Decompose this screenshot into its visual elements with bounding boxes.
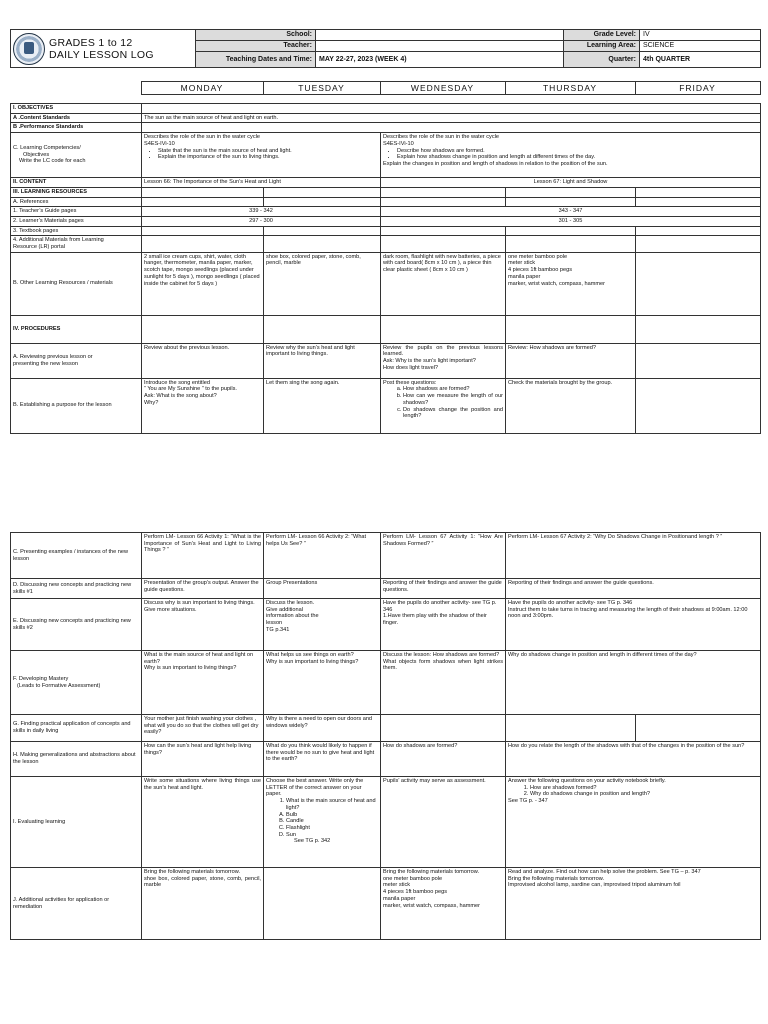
content-standards-label: A .Content Standards	[11, 113, 142, 123]
practical-mon: Your mother just finish washing your clothes , what will you do so that the clothes will get dry easily?	[142, 715, 264, 742]
logo-title-cell	[11, 30, 196, 68]
generalization-tue: What do you think would likely to happen if there would be no sun to give heat and light to the earth?	[264, 742, 381, 777]
review-thu: Review: How shadows are formed?	[506, 343, 636, 378]
developing-mastery-label	[11, 651, 142, 715]
discussing-2-tue-line: Discuss the lesson.	[266, 600, 315, 606]
additional-materials-label	[11, 236, 142, 252]
purpose-wed-intro: Post these questions:	[383, 379, 437, 386]
purpose-thu: Check the materials brought by the group.	[506, 378, 636, 433]
presenting-tue: Perform LM- Lesson 66 Activity 2: “What helps Us See? ”	[264, 533, 381, 579]
empty-cell	[506, 315, 636, 343]
additional-thu-line: Bring the following materials tomorrow.	[508, 875, 605, 882]
empty-cell	[506, 187, 636, 197]
mastery-wed-line: Discuss the lesson: How shadows are formed?	[383, 652, 500, 658]
teacher-value	[316, 41, 564, 52]
discussing-2-thu-line: Have the pupils do another activity- see TG p. 346	[508, 600, 633, 606]
header	[10, 29, 760, 68]
evaluating-tue-see: See TG p. 342	[294, 838, 331, 845]
empty-cell	[264, 868, 381, 940]
objectives-blank	[142, 104, 761, 114]
empty-cell	[506, 715, 636, 742]
objectives-heading: I. OBJECTIVES	[11, 104, 142, 114]
discussing-1-tue: Group Presentations	[264, 579, 381, 599]
evaluating-tue-instruction: Choose the best answer. Write only the LETTER of the correct answer on your paper.	[266, 778, 364, 798]
empty-cell	[636, 315, 761, 343]
discussing-2-tue-line: TG p.341	[266, 626, 290, 633]
additional-mon-line: Bring the following materials tomorrow.	[144, 869, 241, 875]
discussing-2-mon-line: Discuss why is sun important to living things.	[144, 600, 255, 606]
comp-mon-code: S4ES-IVi-10	[144, 140, 175, 147]
purpose-mon-line: Why?	[144, 399, 159, 406]
tg-pages-label: 1. Teacher’s Guide pages	[11, 207, 142, 217]
comp-wed-title: Describes the role of the sun in the water cycle	[383, 134, 499, 141]
empty-cell	[506, 236, 636, 252]
mastery-wed	[381, 651, 506, 715]
mastery-wed-line: What objects form shadows when light strikes them.	[383, 658, 503, 672]
grade-level-label: Grade Level:	[564, 30, 640, 41]
purpose-wed-question: a. How shadows are formed?	[403, 386, 503, 393]
tg-pages-wed: 343 - 347	[381, 207, 761, 217]
comp-wed-code: S4ES-IVi-10	[383, 140, 414, 147]
review-tue: Review why the sun’s heat and light important to living things.	[264, 343, 381, 378]
learning-area-value: SCIENCE	[640, 41, 761, 52]
material-item: manila paper	[508, 273, 541, 280]
developing-mastery-line1: F. Developing Mastery	[13, 675, 69, 682]
empty-cell	[264, 187, 381, 197]
evaluating-tue	[264, 777, 381, 868]
other-resources-wed: dark room, flashlight with new batteries, a piece with card board( 8cm x 10 cm ), a piece thin clear plastic sheet ( 8cm x 10 cm )	[381, 252, 506, 315]
lm-pages-label: 2. Learner’s Materials pages	[11, 216, 142, 226]
review-mon: Review about the previous lesson.	[142, 343, 264, 378]
discussing-2-thu	[506, 599, 761, 651]
deped-seal-logo	[13, 33, 45, 65]
purpose-wed	[381, 378, 506, 433]
other-resources-thu	[506, 252, 636, 315]
additional-wed-line: meter stick	[383, 882, 411, 889]
discussing-2-thu-line: Instruct them to take turns in tracing and measuring the length of their shadows at 9:00am. 12:00 noon and 3:00pm.	[508, 606, 748, 620]
generalization-mon: How can the sun’s heat and light help living things?	[142, 742, 264, 777]
learning-area-label: Learning Area:	[564, 41, 640, 52]
textbook-pages-label: 3. Textbook pages	[11, 226, 142, 236]
competencies-label-line2: Objectives	[23, 151, 50, 158]
material-item: one meter bamboo pole	[508, 253, 568, 260]
purpose-mon-line: “ You are My Sunshine ” to the pupils.	[144, 386, 237, 393]
additional-wed-line: one meter bamboo pole	[383, 875, 443, 882]
empty-cell	[142, 197, 264, 207]
presenting-examples-label: C. Presenting examples / instances of the new lesson	[11, 533, 142, 579]
teaching-dates-value: MAY 22-27, 2023 (WEEK 4)	[316, 52, 564, 68]
competencies-label-line1: C. Learning Competencies/	[13, 145, 81, 152]
comp-mon-bullet: • Explain the importance of the sun to living things.	[158, 154, 378, 161]
empty-cell	[142, 226, 264, 236]
empty-cell	[381, 226, 506, 236]
evaluating-thu	[506, 777, 761, 868]
discussing-2-wed-line: 1.Have them play with the shadow of their finger.	[383, 613, 487, 627]
evaluating-thu-instruction: Answer the following questions on your activity notebook briefly.	[508, 778, 666, 784]
review-wed-line: How does light travel?	[383, 364, 439, 371]
mastery-tue	[264, 651, 381, 715]
practical-application-label: G. Finding practical application of concepts and skills in daily living	[11, 715, 142, 742]
additional-thu-line: Improvised alcohol lamp, sardine can, improvised tripod aluminum foil	[508, 882, 681, 889]
day-thursday: THURSDAY	[505, 82, 635, 95]
empty-cell	[381, 187, 506, 197]
competencies-mon-tue	[142, 133, 381, 178]
discussing-1-thu: Reporting of their findings and answer the guide questions.	[506, 579, 761, 599]
day-friday: FRIDAY	[635, 82, 760, 95]
empty-cell	[636, 378, 761, 433]
additional-mon-line: shoe box, colored paper, stone, comb, pencil, marble	[144, 875, 261, 889]
additional-wed-line: 4 pieces 1ft bamboo pegs	[383, 889, 448, 896]
evaluating-thu-question: 1. How are shadows formed?	[530, 785, 758, 792]
day-header-blank	[10, 82, 141, 95]
material-item: marker, wrist watch, compass, hammer	[508, 280, 605, 287]
review-wed	[381, 343, 506, 378]
empty-cell	[142, 187, 264, 197]
discussing-1-label: D. Discussing new concepts and practicing new skills #1	[11, 579, 142, 599]
additional-wed-line: marker, wrist watch, compass, hammer	[383, 902, 480, 909]
form-title-line1: GRADES 1 to 12	[49, 36, 133, 49]
comp-wed-bullet: • Describe how shadows are formed.	[397, 148, 758, 155]
review-label	[11, 343, 142, 378]
comp-mon-title: Describes the role of the sun in the water cycle	[144, 134, 260, 141]
empty-cell	[636, 187, 761, 197]
teacher-label: Teacher:	[196, 41, 316, 52]
empty-cell	[636, 226, 761, 236]
mastery-mon	[142, 651, 264, 715]
additional-materials-line2: Resource (LR) portal	[13, 244, 65, 251]
lesson-table-part2	[10, 532, 760, 940]
procedures-heading: IV. PROCEDURES	[11, 315, 142, 343]
day-monday: MONDAY	[141, 82, 263, 95]
purpose-wed-question: b. How can we measure the length of our shadows?	[403, 393, 503, 406]
evaluating-tue-choice: B. Candle	[286, 818, 378, 825]
discussing-2-wed	[381, 599, 506, 651]
evaluating-tue-question: 1. What is the main source of heat and light?	[286, 798, 378, 811]
quarter-label: Quarter:	[564, 52, 640, 68]
additional-activities-label: J. Additional activities for application or remediation	[11, 868, 142, 940]
empty-cell	[636, 197, 761, 207]
grade-level-value: IV	[640, 30, 761, 41]
discussing-2-tue-line: information about the	[266, 613, 319, 620]
empty-cell	[142, 315, 264, 343]
school-value	[316, 30, 564, 41]
form-title-line2: DAILY LESSON LOG	[49, 48, 154, 61]
presenting-mon: Perform LM- Lesson 66 Activity 1: “What is the Importance of Sun’s Heat and Light to Living Things ? ”	[142, 533, 264, 579]
evaluating-label: I. Evaluating learning	[11, 777, 142, 868]
evaluating-mon: Write some situations where living things use the sun’s heat and light.	[142, 777, 264, 868]
additional-thu	[506, 868, 761, 940]
school-label: School:	[196, 30, 316, 41]
presenting-thu: Perform LM- Lesson 67 Activity 2: “Why Do Shadows Change in Positionand length ? ”	[506, 533, 761, 579]
day-header-row	[10, 81, 760, 95]
references-label: A. References	[11, 197, 142, 207]
evaluating-thu-see: See TG p. - 347	[508, 798, 548, 805]
comp-wed-extra: Explain the changes in position and length of shadows in relation to the position of the sun.	[383, 160, 608, 167]
mastery-thu: Why do shadows change in position and length in different times of the day?	[506, 651, 761, 715]
material-item: 4 pieces 1ft bamboo pegs	[508, 267, 573, 274]
mastery-mon-line: What is the main source of heat and light on earth?	[144, 652, 254, 665]
purpose-wed-question: c. Do shadows change the position and length?	[403, 407, 503, 420]
empty-cell	[381, 315, 506, 343]
purpose-mon	[142, 378, 264, 433]
empty-cell	[636, 236, 761, 252]
generalization-wed: How do shadows are formed?	[381, 742, 506, 777]
discussing-1-wed: Reporting of their findings and answer the guide questions.	[381, 579, 506, 599]
competencies-wed-fri	[381, 133, 761, 178]
empty-cell	[264, 315, 381, 343]
competencies-label	[11, 133, 142, 178]
empty-cell	[636, 343, 761, 378]
empty-cell	[264, 197, 381, 207]
purpose-mon-line: Introduce the song entitled	[144, 379, 210, 386]
material-item: meter stick	[508, 260, 536, 267]
content-standards-text: The sun as the main source of heat and light on earth.	[142, 113, 761, 123]
review-wed-line: Ask: Why is the sun’s light important?	[383, 358, 476, 365]
discussing-2-tue-line: lesson	[266, 620, 283, 627]
discussing-2-wed-line: Have the pupils do another activity- see TG p. 346	[383, 600, 497, 613]
additional-wed-line: Bring the following materials tomorrow.	[383, 869, 480, 875]
additional-thu-line: Read and analyze. Find out how can help solve the problem. See TG – p. 347	[508, 869, 701, 875]
review-wed-line: Review the pupils on the previous lessons learned.	[383, 344, 503, 358]
mastery-tue-line: What helps us see things on earth?	[266, 652, 354, 658]
generalization-label: H. Making generalizations and abstractions about the lesson	[11, 742, 142, 777]
evaluating-tue-choice: C. Flashlight	[286, 825, 378, 832]
additional-wed	[381, 868, 506, 940]
empty-cell	[264, 226, 381, 236]
review-label-line1: A. Reviewing previous lesson or	[13, 354, 93, 361]
comp-mon-bullet: • State that the sun is the main source of heat and light.	[158, 148, 378, 155]
day-tuesday: TUESDAY	[263, 82, 380, 95]
practical-tue: Why is there a need to open our doors and windows widely?	[264, 715, 381, 742]
empty-cell	[381, 197, 506, 207]
purpose-label: B. Establishing a purpose for the lesson	[11, 378, 142, 433]
performance-standards-label: B .Performance Standards	[11, 123, 142, 133]
other-resources-mon: 2 small ice cream cups, shirt, water, cloth hanger, thermometer, manila paper, marker, scotch tape, mongo seedlings (placed under sunlight for 5 days ), mongo seedlings ( placed inside the cabinet for 5 days )	[142, 252, 264, 315]
content-wed-lesson: Lesson 67: Light and Shadow	[381, 178, 761, 188]
empty-cell	[636, 715, 761, 742]
generalization-thu: How do you relate the length of the shadows with that of the changes in the position of the sun?	[506, 742, 761, 777]
empty-cell	[142, 236, 264, 252]
empty-cell	[506, 226, 636, 236]
performance-standards-text	[142, 123, 761, 133]
review-label-line2: presenting the new lesson	[13, 360, 78, 367]
purpose-mon-line: Ask: What is the song about?	[144, 393, 217, 400]
other-resources-tue: shoe box, colored paper, stone, comb, pencil, marble	[264, 252, 381, 315]
lm-pages-wed: 301 - 305	[381, 216, 761, 226]
content-heading: II. CONTENT	[11, 178, 142, 188]
discussing-2-mon	[142, 599, 264, 651]
purpose-tue: Let them sing the song again.	[264, 378, 381, 433]
lm-pages-mon: 297 - 300	[142, 216, 381, 226]
day-wednesday: WEDNESDAY	[380, 82, 505, 95]
learning-resources-heading: III. LEARNING RESOURCES	[11, 187, 142, 197]
additional-wed-line: manila paper	[383, 895, 416, 902]
discussing-1-mon: Presentation of the group’s output. Answer the guide questions.	[142, 579, 264, 599]
evaluating-tue-choice: A. Bulb	[286, 812, 378, 819]
teaching-dates-label: Teaching Dates and Time:	[196, 52, 316, 68]
comp-wed-bullet: • Explain how shadows change in position and length at different times of the day.	[397, 154, 758, 161]
empty-cell	[636, 252, 761, 315]
content-mon-lesson: Lesson 66: The Importance of the Sun’s Heat and Light	[142, 178, 381, 188]
competencies-label-line3: Write the LC code for each	[19, 158, 86, 165]
evaluating-wed: Pupils’ activity may serve as assessment.	[381, 777, 506, 868]
developing-mastery-line2: (Leads to Formative Assessment)	[17, 682, 101, 689]
discussing-2-label: E. Discussing new concepts and practicing new skills #2	[11, 599, 142, 651]
empty-cell	[506, 197, 636, 207]
evaluating-thu-question: 2. Why do shadows change in position and length?	[530, 791, 758, 798]
discussing-2-tue-line: Give additional	[266, 606, 304, 613]
additional-mon	[142, 868, 264, 940]
other-resources-label: B. Other Learning Resources / materials	[11, 252, 142, 315]
empty-cell	[381, 236, 506, 252]
mastery-tue-line: Why is sun important to living things?	[266, 658, 359, 665]
evaluating-tue-choice: D. Sun	[286, 832, 378, 839]
discussing-2-tue	[264, 599, 381, 651]
tg-pages-mon: 339 - 342	[142, 207, 381, 217]
quarter-value: 4th QUARTER	[640, 52, 761, 68]
empty-cell	[264, 236, 381, 252]
additional-materials-line1: 4. Additional Materials from Learning	[13, 237, 104, 244]
discussing-2-mon-line: Give more situations.	[144, 606, 197, 613]
lesson-table-part1	[10, 103, 760, 434]
presenting-wed: Perform LM- Lesson 67 Activity 1: “How Are Shadows Formed? ”	[381, 533, 506, 579]
mastery-mon-line: Why is sun important to living things?	[144, 665, 237, 672]
empty-cell	[381, 715, 506, 742]
